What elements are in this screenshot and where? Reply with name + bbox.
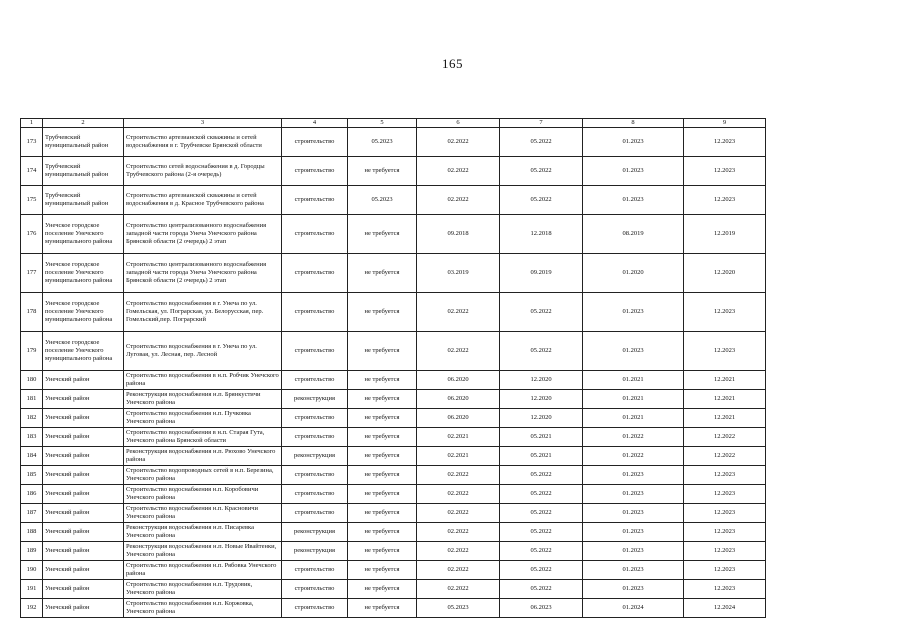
col7-date-cell: 05.2022 xyxy=(500,128,583,157)
row-number: 178 xyxy=(21,293,43,332)
col6-date-cell: 02.2022 xyxy=(417,542,500,561)
col7-date-cell: 12.2020 xyxy=(500,409,583,428)
col8-date-cell: 01.2023 xyxy=(583,504,684,523)
row-number: 180 xyxy=(21,371,43,390)
col5-cell: не требуется xyxy=(348,254,417,293)
data-table xyxy=(20,118,766,618)
object-cell: Строительство водоснабжения в н.п. Старая Гута, Унечского района Брянской области xyxy=(124,428,282,447)
object-cell: Строительство артезианской скважины и сетей водоснабжения в д. Красное Трубчевского района xyxy=(124,186,282,215)
col9-date-cell: 12.2023 xyxy=(684,332,766,371)
col6-date-cell: 06.2020 xyxy=(417,371,500,390)
table-body xyxy=(21,128,766,618)
header-cell: 6 xyxy=(417,119,500,128)
col7-date-cell: 06.2023 xyxy=(500,599,583,618)
row-number: 192 xyxy=(21,599,43,618)
municipality-cell: Унечский район xyxy=(43,561,124,580)
municipality-cell: Унечский район xyxy=(43,523,124,542)
municipality-cell: Унечский район xyxy=(43,428,124,447)
col7-date-cell: 05.2022 xyxy=(500,293,583,332)
col9-date-cell: 12.2023 xyxy=(684,580,766,599)
municipality-cell: Унечское городское поселение Унечского муниципального района xyxy=(43,215,124,254)
object-cell: Строительство водоснабжения в н.п. Робчик Унечского района xyxy=(124,371,282,390)
col5-cell: не требуется xyxy=(348,215,417,254)
col5-cell: не требуется xyxy=(348,409,417,428)
col7-date-cell: 05.2022 xyxy=(500,523,583,542)
col6-date-cell: 05.2023 xyxy=(417,599,500,618)
table-row xyxy=(21,447,766,466)
row-number: 179 xyxy=(21,332,43,371)
col8-date-cell: 08.2019 xyxy=(583,215,684,254)
col7-date-cell: 05.2021 xyxy=(500,428,583,447)
table-row xyxy=(21,128,766,157)
table-row xyxy=(21,466,766,485)
col9-date-cell: 12.2024 xyxy=(684,599,766,618)
work-type-cell: строительство xyxy=(282,293,348,332)
header-cell: 8 xyxy=(583,119,684,128)
municipality-cell: Унечский район xyxy=(43,466,124,485)
col8-date-cell: 01.2022 xyxy=(583,447,684,466)
work-type-cell: строительство xyxy=(282,128,348,157)
col5-cell: не требуется xyxy=(348,599,417,618)
col6-date-cell: 02.2022 xyxy=(417,561,500,580)
municipality-cell: Трубчевский муниципальный район xyxy=(43,186,124,215)
object-cell: Строительство централизованного водоснабжения западной части города Унеча Унечского района Брянской области (2 очередь) 2 этап xyxy=(124,215,282,254)
col6-date-cell: 02.2022 xyxy=(417,293,500,332)
table-row xyxy=(21,332,766,371)
object-cell: Строительство сетей водоснабжения в д. Городцы Трубчевского района (2-я очередь) xyxy=(124,157,282,186)
object-cell: Реконструкция водоснабжения н.п. Рюхово Унечского района xyxy=(124,447,282,466)
col8-date-cell: 01.2023 xyxy=(583,293,684,332)
work-type-cell: реконструкция xyxy=(282,447,348,466)
municipality-cell: Унечский район xyxy=(43,542,124,561)
table-row xyxy=(21,428,766,447)
object-cell: Реконструкция водоснабжения н.п. Брянкустичи Унечского района xyxy=(124,390,282,409)
col9-date-cell: 12.2019 xyxy=(684,215,766,254)
col5-cell: не требуется xyxy=(348,466,417,485)
object-cell: Строительство водоснабжения в г. Унеча по ул. Луговая, ул. Лесная, пер. Лесной xyxy=(124,332,282,371)
row-number: 189 xyxy=(21,542,43,561)
col9-date-cell: 12.2021 xyxy=(684,371,766,390)
col8-date-cell: 01.2020 xyxy=(583,254,684,293)
municipality-cell: Унечский район xyxy=(43,409,124,428)
work-type-cell: строительство xyxy=(282,409,348,428)
header-cell: 3 xyxy=(124,119,282,128)
col9-date-cell: 12.2023 xyxy=(684,293,766,332)
work-type-cell: строительство xyxy=(282,561,348,580)
work-type-cell: реконструкция xyxy=(282,390,348,409)
col8-date-cell: 01.2021 xyxy=(583,390,684,409)
municipality-cell: Трубчевский муниципальный район xyxy=(43,157,124,186)
col9-date-cell: 12.2023 xyxy=(684,186,766,215)
work-type-cell: строительство xyxy=(282,485,348,504)
col8-date-cell: 01.2023 xyxy=(583,542,684,561)
row-number: 182 xyxy=(21,409,43,428)
col7-date-cell: 05.2022 xyxy=(500,157,583,186)
col7-date-cell: 05.2022 xyxy=(500,504,583,523)
row-number: 187 xyxy=(21,504,43,523)
object-cell: Строительство водопроводных сетей в н.п. Березина, Унечского района xyxy=(124,466,282,485)
col6-date-cell: 06.2020 xyxy=(417,390,500,409)
col8-date-cell: 01.2023 xyxy=(583,485,684,504)
row-number: 190 xyxy=(21,561,43,580)
page-number: 165 xyxy=(442,56,463,71)
col5-cell: не требуется xyxy=(348,561,417,580)
municipality-cell: Унечский район xyxy=(43,599,124,618)
object-cell: Строительство водоснабжения н.п. Трудовик, Унечского района xyxy=(124,580,282,599)
header-row xyxy=(21,119,766,128)
municipality-cell: Унечский район xyxy=(43,390,124,409)
col9-date-cell: 12.2023 xyxy=(684,542,766,561)
col9-date-cell: 12.2023 xyxy=(684,157,766,186)
object-cell: Реконструкция водоснабжения н.п. Новые Ивайтенки, Унечского района xyxy=(124,542,282,561)
col7-date-cell: 05.2022 xyxy=(500,580,583,599)
col7-date-cell: 05.2021 xyxy=(500,447,583,466)
col9-date-cell: 12.2023 xyxy=(684,485,766,504)
table-row xyxy=(21,157,766,186)
col6-date-cell: 02.2022 xyxy=(417,523,500,542)
table-row xyxy=(21,293,766,332)
header-cell: 7 xyxy=(500,119,583,128)
col9-date-cell: 12.2021 xyxy=(684,390,766,409)
col5-cell: не требуется xyxy=(348,390,417,409)
table-row xyxy=(21,542,766,561)
col8-date-cell: 01.2023 xyxy=(583,561,684,580)
object-cell: Строительство водоснабжения н.п. Коробовичи Унечского района xyxy=(124,485,282,504)
row-number: 176 xyxy=(21,215,43,254)
col5-cell: 05.2023 xyxy=(348,128,417,157)
col5-cell: не требуется xyxy=(348,371,417,390)
object-cell: Строительство водоснабжения н.п. Красновичи Унечского района xyxy=(124,504,282,523)
table-row xyxy=(21,580,766,599)
col8-date-cell: 01.2022 xyxy=(583,428,684,447)
col9-date-cell: 12.2023 xyxy=(684,561,766,580)
header-cell: 1 xyxy=(21,119,43,128)
work-type-cell: строительство xyxy=(282,254,348,293)
table-row xyxy=(21,215,766,254)
municipality-cell: Унечское городское поселение Унечского муниципального района xyxy=(43,254,124,293)
row-number: 183 xyxy=(21,428,43,447)
table-row xyxy=(21,390,766,409)
col6-date-cell: 02.2022 xyxy=(417,466,500,485)
col5-cell: не требуется xyxy=(348,580,417,599)
work-type-cell: строительство xyxy=(282,428,348,447)
work-type-cell: строительство xyxy=(282,186,348,215)
col5-cell: не требуется xyxy=(348,157,417,186)
table-row xyxy=(21,599,766,618)
municipality-cell: Унечское городское поселение Унечского муниципального района xyxy=(43,332,124,371)
col5-cell: не требуется xyxy=(348,485,417,504)
row-number: 177 xyxy=(21,254,43,293)
work-type-cell: строительство xyxy=(282,215,348,254)
row-number: 185 xyxy=(21,466,43,485)
row-number: 173 xyxy=(21,128,43,157)
work-type-cell: строительство xyxy=(282,371,348,390)
col5-cell: не требуется xyxy=(348,293,417,332)
col5-cell: не требуется xyxy=(348,332,417,371)
col8-date-cell: 01.2023 xyxy=(583,523,684,542)
work-type-cell: реконструкция xyxy=(282,523,348,542)
header-cell: 2 xyxy=(43,119,124,128)
col6-date-cell: 02.2022 xyxy=(417,332,500,371)
col6-date-cell: 02.2022 xyxy=(417,580,500,599)
col9-date-cell: 12.2020 xyxy=(684,254,766,293)
col6-date-cell: 02.2022 xyxy=(417,128,500,157)
table-row xyxy=(21,561,766,580)
col8-date-cell: 01.2023 xyxy=(583,128,684,157)
col5-cell: не требуется xyxy=(348,523,417,542)
row-number: 175 xyxy=(21,186,43,215)
municipality-cell: Унечский район xyxy=(43,371,124,390)
header-cell: 5 xyxy=(348,119,417,128)
header-cell: 9 xyxy=(684,119,766,128)
col5-cell: не требуется xyxy=(348,447,417,466)
col8-date-cell: 01.2023 xyxy=(583,580,684,599)
col9-date-cell: 12.2023 xyxy=(684,466,766,485)
col8-date-cell: 01.2024 xyxy=(583,599,684,618)
col5-cell: не требуется xyxy=(348,542,417,561)
municipality-cell: Унечский район xyxy=(43,447,124,466)
col9-date-cell: 12.2023 xyxy=(684,128,766,157)
col6-date-cell: 09.2018 xyxy=(417,215,500,254)
col7-date-cell: 05.2022 xyxy=(500,466,583,485)
table-row xyxy=(21,504,766,523)
col6-date-cell: 02.2021 xyxy=(417,428,500,447)
object-cell: Строительство централизованного водоснабжения западной части города Унеча Унечского района Брянской области (2 очередь) 2 этап xyxy=(124,254,282,293)
table-row xyxy=(21,523,766,542)
col7-date-cell: 09.2019 xyxy=(500,254,583,293)
object-cell: Строительство водоснабжения в г. Унеча по ул. Гомельская, ул. Пограрская, ул. Белорусская, пер. Гомельский,пер. Пограрский xyxy=(124,293,282,332)
work-type-cell: строительство xyxy=(282,599,348,618)
col7-date-cell: 05.2022 xyxy=(500,485,583,504)
col7-date-cell: 05.2022 xyxy=(500,186,583,215)
col8-date-cell: 01.2021 xyxy=(583,371,684,390)
col6-date-cell: 02.2022 xyxy=(417,186,500,215)
col5-cell: 05.2023 xyxy=(348,186,417,215)
col7-date-cell: 05.2022 xyxy=(500,561,583,580)
object-cell: Строительство водоснабжения н.п. Пучковка Унечского района xyxy=(124,409,282,428)
col6-date-cell: 02.2022 xyxy=(417,157,500,186)
table-row xyxy=(21,371,766,390)
municipality-cell: Унечский район xyxy=(43,485,124,504)
col8-date-cell: 01.2023 xyxy=(583,466,684,485)
col5-cell: не требуется xyxy=(348,428,417,447)
col6-date-cell: 02.2022 xyxy=(417,504,500,523)
object-cell: Строительство водоснабжения н.п. Рябовка Унечского района xyxy=(124,561,282,580)
col9-date-cell: 12.2022 xyxy=(684,428,766,447)
work-type-cell: строительство xyxy=(282,466,348,485)
work-type-cell: строительство xyxy=(282,332,348,371)
row-number: 186 xyxy=(21,485,43,504)
work-type-cell: строительство xyxy=(282,580,348,599)
work-type-cell: строительство xyxy=(282,504,348,523)
col9-date-cell: 12.2023 xyxy=(684,504,766,523)
col9-date-cell: 12.2023 xyxy=(684,523,766,542)
row-number: 188 xyxy=(21,523,43,542)
col6-date-cell: 02.2022 xyxy=(417,485,500,504)
col7-date-cell: 05.2022 xyxy=(500,542,583,561)
col8-date-cell: 01.2023 xyxy=(583,186,684,215)
object-cell: Строительство водоснабжения н.п. Коржовка, Унечского района xyxy=(124,599,282,618)
row-number: 181 xyxy=(21,390,43,409)
col8-date-cell: 01.2021 xyxy=(583,409,684,428)
row-number: 191 xyxy=(21,580,43,599)
municipality-cell: Унечский район xyxy=(43,580,124,599)
col7-date-cell: 12.2020 xyxy=(500,390,583,409)
table-row xyxy=(21,186,766,215)
col7-date-cell: 12.2018 xyxy=(500,215,583,254)
municipality-cell: Унечское городское поселение Унечского муниципального района xyxy=(43,293,124,332)
col6-date-cell: 06.2020 xyxy=(417,409,500,428)
row-number: 184 xyxy=(21,447,43,466)
col6-date-cell: 03.2019 xyxy=(417,254,500,293)
col7-date-cell: 05.2022 xyxy=(500,332,583,371)
table-row xyxy=(21,485,766,504)
table-row xyxy=(21,254,766,293)
table-row xyxy=(21,409,766,428)
col6-date-cell: 02.2021 xyxy=(417,447,500,466)
object-cell: Реконструкция водоснабжения н.п. Писаревка Унечского района xyxy=(124,523,282,542)
row-number: 174 xyxy=(21,157,43,186)
col9-date-cell: 12.2021 xyxy=(684,409,766,428)
work-type-cell: реконструкция xyxy=(282,542,348,561)
col8-date-cell: 01.2023 xyxy=(583,332,684,371)
col8-date-cell: 01.2023 xyxy=(583,157,684,186)
work-type-cell: строительство xyxy=(282,157,348,186)
col7-date-cell: 12.2020 xyxy=(500,371,583,390)
col9-date-cell: 12.2022 xyxy=(684,447,766,466)
municipality-cell: Трубчевский муниципальный район xyxy=(43,128,124,157)
col5-cell: не требуется xyxy=(348,504,417,523)
object-cell: Строительство артезианской скважины и сетей водоснабжения в г. Трубчевске Брянской области xyxy=(124,128,282,157)
municipality-cell: Унечский район xyxy=(43,504,124,523)
header-cell: 4 xyxy=(282,119,348,128)
